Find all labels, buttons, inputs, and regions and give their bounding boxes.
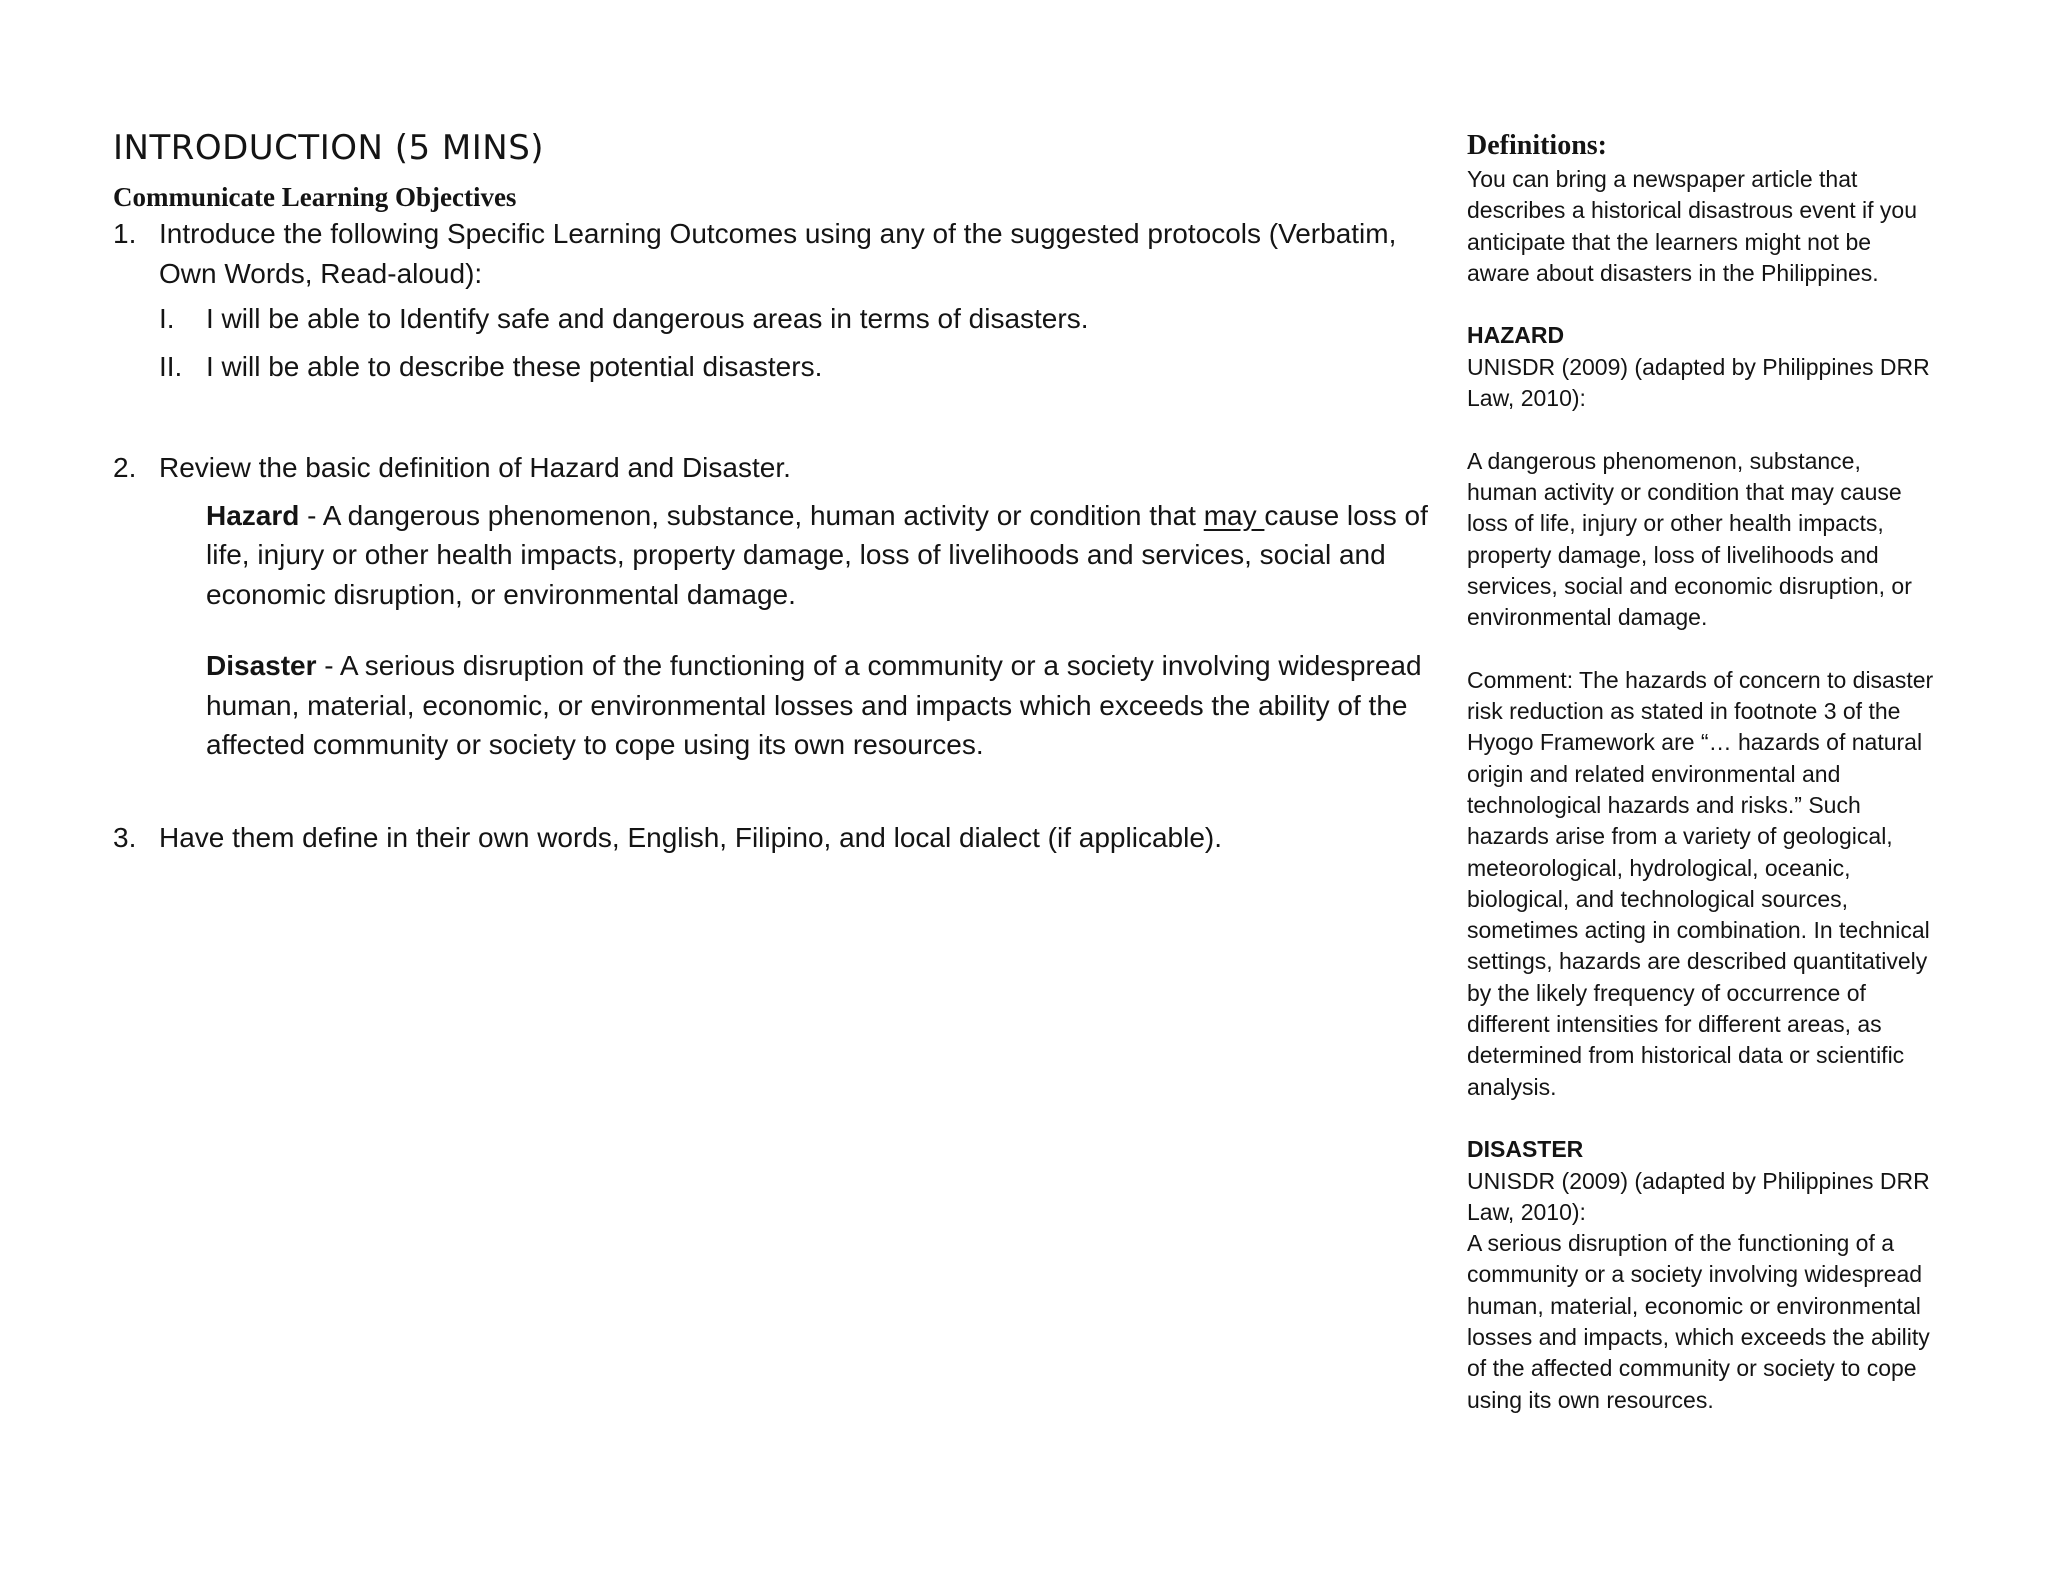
main-content: [113, 122, 1448, 857]
disaster-term: Disaster: [206, 650, 317, 681]
hazard-text-part1: - A dangerous phenomenon, substance, human activity or condition that: [299, 499, 1204, 531]
hazard-comment: Comment: The hazards of concern to disaster risk reduction as stated in footnote 3 of the Hyogo Framework are “… hazards of natural origin and related environmental and technological hazards and risks.” Such hazards arise from a variety of geological, meteorological, hydrological, oceanic, biological, and technological sources, sometimes acting in combination. In technical settings, hazards are described quantitatively by the likely frequency of occurrence of different intensities for different areas, as determined from historical data or scientific analysis.: [1467, 666, 1934, 1100]
sidebar-intro: You can bring a newspaper article that describes a historical disastrous event if you anticipate that the learners might not be aware about disasters in the Philippines.: [1467, 166, 1917, 286]
disaster-source: UNISDR (2009) (adapted by Philippines DRR Law, 2010):: [1467, 1167, 1930, 1225]
hazard-heading: HAZARD: [1467, 322, 1565, 349]
list-item: [113, 448, 1448, 488]
disaster-text: - A serious disruption of the functioning of a community or a society involving widespread human, material, economic, or environmental losses and impacts which exceeds the ability of the affected community or society to cope using its own resources.: [206, 650, 1422, 760]
subtitle: Communicate Learning Objectives: [113, 182, 517, 212]
instruction-list: [113, 214, 1448, 857]
sidebar-title: Definitions:: [1467, 130, 1607, 161]
disaster-sidebar-definition: A serious disruption of the functioning of a community or a society involving widespread human, material, economic or environmental losses and impacts, which exceeds the ability of the affected community or society to cope using its own resources.: [1467, 1230, 1930, 1413]
list-number: 1.: [113, 218, 137, 249]
section-title: INTRODUCTION (5 MINS): [113, 128, 545, 168]
disaster-definition: [113, 646, 1448, 765]
disaster-heading: DISASTER: [1467, 1136, 1584, 1163]
outcome-item: [159, 299, 1448, 339]
hazard-sidebar-definition: A dangerous phenomenon, substance, human activity or condition that may cause loss of life, injury or other health impacts, property damage, loss of livelihoods and services, social and economic disruption, or environmental damage.: [1467, 447, 1912, 631]
list-item: [113, 214, 1448, 293]
list-item-text: Introduce the following Specific Learning Outcomes using any of the suggested protocols (Verbatim, Own Words, Read-aloud):: [159, 218, 1397, 289]
hazard-underlined-word: may: [1203, 499, 1265, 531]
hazard-definition: [113, 496, 1448, 615]
outcome-number: II.: [159, 350, 183, 382]
hazard-source: UNISDR (2009) (adapted by Philippines DRR Law, 2010):: [1467, 353, 1930, 412]
outcome-number: I.: [159, 303, 175, 334]
list-item-text: Have them define in their own words, English, Filipino, and local dialect (if applicable).: [159, 821, 1222, 853]
hazard-term: Hazard: [206, 499, 300, 531]
outcome-item: [159, 347, 1448, 387]
outcome-text: I will be able to Identify safe and dangerous areas in terms of disasters.: [206, 303, 1089, 334]
list-number: 2.: [113, 452, 137, 483]
list-number: 3.: [113, 821, 137, 853]
hazard-text-part2: cause loss of life, injury or other health impacts, property damage, loss of livelihoods and services, social and economic disruption, or environmental damage.: [206, 499, 1428, 610]
list-item: [113, 818, 1448, 858]
definitions-sidebar: [1467, 128, 1937, 1416]
outcome-text: I will be able to describe these potential disasters.: [206, 350, 823, 382]
list-item-text: Review the basic definition of Hazard and Disaster.: [159, 452, 791, 483]
